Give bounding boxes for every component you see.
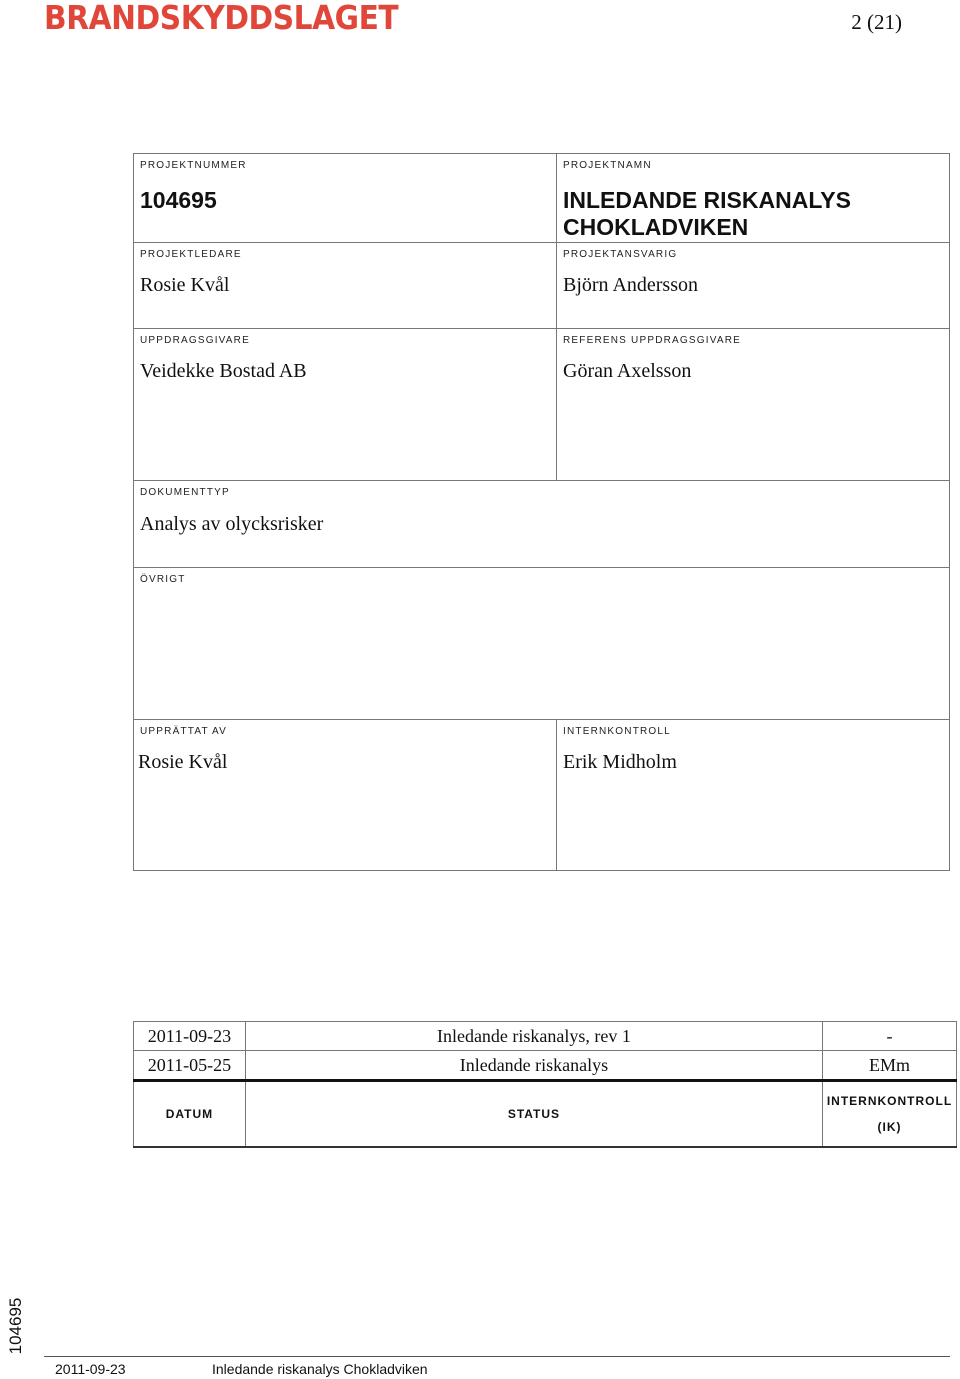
divider [556, 154, 557, 481]
internkontroll-label: INTERNKONTROLL [563, 726, 671, 737]
projektnummer-value: 104695 [140, 187, 217, 213]
table-row [134, 1022, 957, 1051]
revision-date: 2011-09-23 [134, 1022, 246, 1051]
divider [134, 242, 949, 243]
divider [134, 328, 949, 329]
projektledare-value: Rosie Kvål [140, 274, 230, 296]
projektnamn-line1: INLEDANDE RISKANALYS [563, 187, 851, 213]
project-info-form [133, 153, 950, 871]
revision-table [133, 1021, 957, 1148]
revision-header-row [134, 1081, 957, 1148]
dokumenttyp-value: Analys av olycksrisker [140, 513, 324, 535]
uppdragsgivare-label: UPPDRAGSGIVARE [140, 335, 250, 346]
projektansvarig-label: PROJEKTANSVARIG [563, 249, 678, 260]
divider [134, 719, 949, 720]
divider [134, 480, 949, 481]
projektnamn-line2: CHOKLADVIKEN [563, 214, 749, 240]
side-project-number: 104695 [6, 1297, 25, 1355]
upprattat-value: Rosie Kvål [138, 751, 228, 773]
ik-header-line2: (IK) [877, 1120, 902, 1134]
revision-status: Inledande riskanalys, rev 1 [245, 1022, 822, 1051]
projektnamn-label: PROJEKTNAMN [563, 160, 652, 171]
brandskyddslaget-logo: BRANDSKYDDSLAGET [44, 0, 399, 37]
dokumenttyp-label: DOKUMENTTYP [140, 487, 230, 498]
projektnummer-label: PROJEKTNUMMER [140, 160, 247, 171]
divider [556, 719, 557, 871]
internkontroll-value: Erik Midholm [563, 751, 677, 773]
ovrigt-label: ÖVRIGT [140, 574, 186, 585]
table-row [134, 1051, 957, 1081]
upprattat-label: UPPRÄTTAT AV [140, 726, 228, 737]
ik-header [822, 1081, 956, 1148]
datum-header: DATUM [134, 1081, 246, 1148]
referens-value: Göran Axelsson [563, 360, 692, 382]
revision-date: 2011-05-25 [134, 1051, 246, 1081]
page-number: 2 (21) [851, 10, 902, 34]
footer-date: 2011-09-23 [55, 1361, 126, 1377]
uppdragsgivare-value: Veidekke Bostad AB [140, 360, 307, 382]
projektledare-label: PROJEKTLEDARE [140, 249, 242, 260]
footer-divider [44, 1356, 950, 1357]
referens-label: REFERENS UPPDRAGSGIVARE [563, 335, 742, 346]
revision-ik: - [822, 1022, 956, 1051]
revision-ik: EMm [822, 1051, 956, 1081]
ik-header-line1: INTERNKONTROLL [826, 1094, 953, 1108]
footer-title: Inledande riskanalys Chokladviken [212, 1361, 428, 1377]
divider [134, 567, 949, 568]
status-header: STATUS [245, 1081, 822, 1148]
projektansvarig-value: Björn Andersson [563, 274, 698, 296]
revision-status: Inledande riskanalys [245, 1051, 822, 1081]
